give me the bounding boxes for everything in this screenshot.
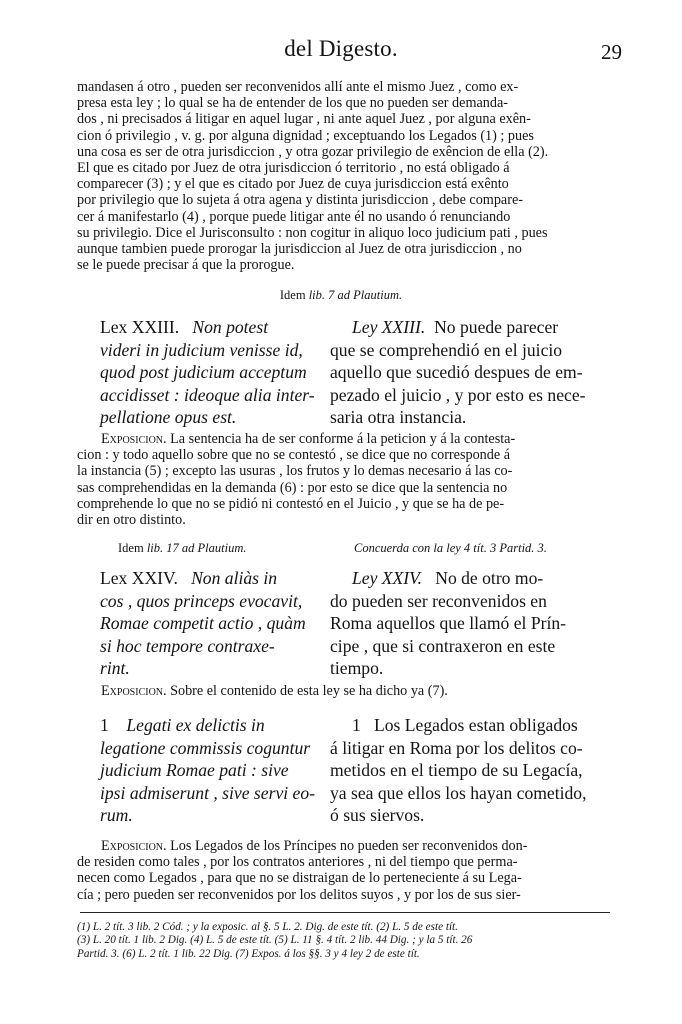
intro-line: por privilegio que lo sujeta á otra agena y distinta jurisdiccion , debe compare- [77, 192, 523, 209]
spanish-line: á litigar en Roma por los delitos co- [330, 737, 583, 758]
latin-first-words: Non potest [192, 317, 269, 337]
intro-paragraph [77, 79, 609, 273]
spanish-first-words: No puede parecer [434, 317, 559, 337]
footnote-divider [80, 912, 610, 913]
latin-line: videri in judicium venisse id, [100, 339, 303, 360]
latin-first-words: Legati ex delictis in [126, 715, 265, 735]
concordance-text: Concuerda con la ley 4 tít. 3 Partid. 3. [354, 541, 547, 555]
intro-line: cion ó privilegio , v. g. por alguna dignidad ; exceptuando los Legados (1) ; pues [77, 127, 534, 144]
footnote-line: Partid. 3. (6) L. 2 tít. 1 lib. 22 Dig. (7) Expos. á los §§. 3 y 4 ley 2 de este tít. [77, 947, 420, 960]
exposicion-first-line: La sentencia ha de ser conforme á la peticion y á la contesta- [170, 431, 516, 447]
source-prefix: Idem [118, 541, 144, 555]
paragraph-number: 1 [100, 715, 109, 735]
para1-exposicion [77, 838, 609, 903]
latin-line: legatione commissis coguntur [100, 737, 311, 758]
latin-line: accidisset : ideoque alia inter- [100, 384, 315, 405]
source-reference: lib. 17 ad Plautium. [146, 541, 247, 555]
spanish-line: que se comprehendió en el juicio [330, 339, 563, 360]
exposicion-line: necen como Legados , para que no se distraigan de lo perteneciente á su Lega- [77, 870, 522, 887]
latin-line: rint. [100, 658, 130, 678]
lex24-concordance [354, 541, 547, 556]
spanish-first-words: Los Legados estan obligados [374, 715, 578, 735]
source-prefix: Idem [279, 288, 306, 302]
lex23-latin [100, 316, 315, 429]
ley-heading: Ley XXIII. [352, 317, 426, 337]
spanish-line: cipe , que si contraxeron en este [330, 635, 556, 656]
intro-line: cer á manifestarlo (4) , porque puede litigar ante él no usando ó renunciando [77, 208, 511, 225]
spanish-line: pezado el juicio , y por esto es nece- [330, 384, 586, 405]
para1-spanish [330, 714, 610, 827]
exposicion-line: dir en otro distinto. [77, 512, 186, 529]
latin-first-words: Non aliàs in [191, 568, 278, 588]
ley-heading: Ley XXIV. [352, 568, 423, 588]
para1-latin [100, 714, 315, 827]
exposicion-first-line: Los Legados de los Príncipes no pueden ser reconvenidos don- [170, 838, 528, 854]
spanish-line: aquello que sucedió despues de em- [330, 362, 583, 382]
exposicion-line: de residen como tales , por los contratos anteriores , ni del tiempo que perma- [77, 854, 518, 871]
running-header: del Digesto. [284, 36, 398, 61]
paragraph-number: 1 [352, 715, 361, 735]
exposicion-label: Exposicion. [101, 683, 167, 699]
exposicion-line: cion : y todo aquello sobre que no se contestó , se dice que no corresponde á [77, 447, 510, 464]
lex24-source [118, 541, 246, 556]
spanish-first-words: No de otro mo- [435, 568, 544, 588]
spanish-line: ya sea que ellos los hayan cometido, [330, 782, 587, 803]
spanish-line: tiempo. [330, 658, 384, 678]
latin-line: ipsi admiserunt , sive servi eo- [100, 782, 315, 803]
latin-line: quod post judicium acceptum [100, 362, 307, 382]
latin-line: judicium Romae pati : sive [100, 760, 289, 780]
intro-line: mandasen á otro , pueden ser reconvenidos allí ante el mismo Juez , como ex- [77, 79, 519, 95]
lex24-exposicion [77, 683, 609, 699]
exposicion-text: Sobre el contenido de esta ley se ha dicho ya (7). [170, 683, 448, 699]
intro-line: se le puede precisar á que la prorogue. [77, 257, 295, 274]
source-reference: lib. 7 ad Plautium. [308, 288, 403, 302]
spanish-line: metidos en el tiempo de su Legacía, [330, 760, 583, 780]
lex24-latin [100, 567, 310, 680]
lex24-spanish [330, 567, 610, 680]
intro-line: dos , ni precisados á litigar en aquel lugar , ni ante aquel Juez , por alguna exên- [77, 111, 531, 128]
intro-line: una cosa es ser de otra jurisdiccion , y otra gozar privilegio de exêncion de ella (2). [77, 143, 549, 160]
intro-line: El que es citado por Juez de otra jurisdiccion ó territorio , no está obligado á [77, 160, 510, 177]
lex23-spanish [330, 316, 610, 429]
intro-line: comparecer (3) ; y el que es citado por Juez de cuya jurisdiccion está exênto [77, 176, 509, 193]
law-heading: Lex XXIII. [100, 317, 180, 337]
exposicion-line: comprehende lo que no se pidió ni contestó en el Juicio , y que se ha de pe- [77, 495, 505, 512]
latin-line: pellatione opus est. [100, 407, 237, 427]
latin-line: si hoc tempore contraxe- [100, 635, 275, 656]
latin-line: cos , quos princeps evocavit, [100, 590, 303, 611]
latin-line: Romae competit actio , quàm [100, 613, 306, 633]
exposicion-line: sas comprehendidas en la demanda (6) : por esto se dice que la sentencia no [77, 479, 508, 496]
spanish-line: Roma aquellos que llamó el Prín- [330, 613, 567, 633]
intro-line: aunque tambien puede prorogar la jurisdiccion al Juez de otra jurisdiccion , no [77, 241, 522, 258]
lex23-exposicion [77, 431, 609, 528]
footnote-line: (1) L. 2 tít. 3 lib. 2 Cód. ; y la exposic. al §. 5 L. 2. Dig. de este tít. (2) L. 5 de este tít. [77, 921, 458, 933]
footnotes [77, 921, 612, 961]
page-number: 29 [601, 40, 622, 64]
latin-line: rum. [100, 805, 133, 825]
lex23-source [0, 288, 682, 303]
law-heading: Lex XXIV. [100, 568, 178, 588]
spanish-line: ó sus siervos. [330, 805, 425, 825]
intro-line: su privilegio. Dice el Jurisconsulto : non cogitur in aliquo loco judicium pati , pues [77, 224, 548, 241]
exposicion-line: la instancia (5) ; excepto las usuras , los frutos y lo demas necesario á las co- [77, 463, 513, 480]
intro-line: presa esta ley ; lo qual se ha de entender de los que no pueden ser demanda- [77, 95, 508, 112]
spanish-line: saria otra instancia. [330, 407, 467, 427]
exposicion-label: Exposicion. [101, 838, 167, 854]
footnote-line: (3) L. 20 tít. 1 lib. 2 Dig. (4) L. 5 de este tít. (5) L. 11 §. 4 tít. 2 lib. 44 Dig. ; y la 5 tít. 26 [77, 934, 473, 947]
exposicion-line: cía ; pero pueden ser reconvenidos por los delitos suyos , y por los de sus sier- [77, 886, 521, 903]
spanish-line: do pueden ser reconvenidos en [330, 590, 547, 611]
exposicion-label: Exposicion. [101, 431, 167, 447]
